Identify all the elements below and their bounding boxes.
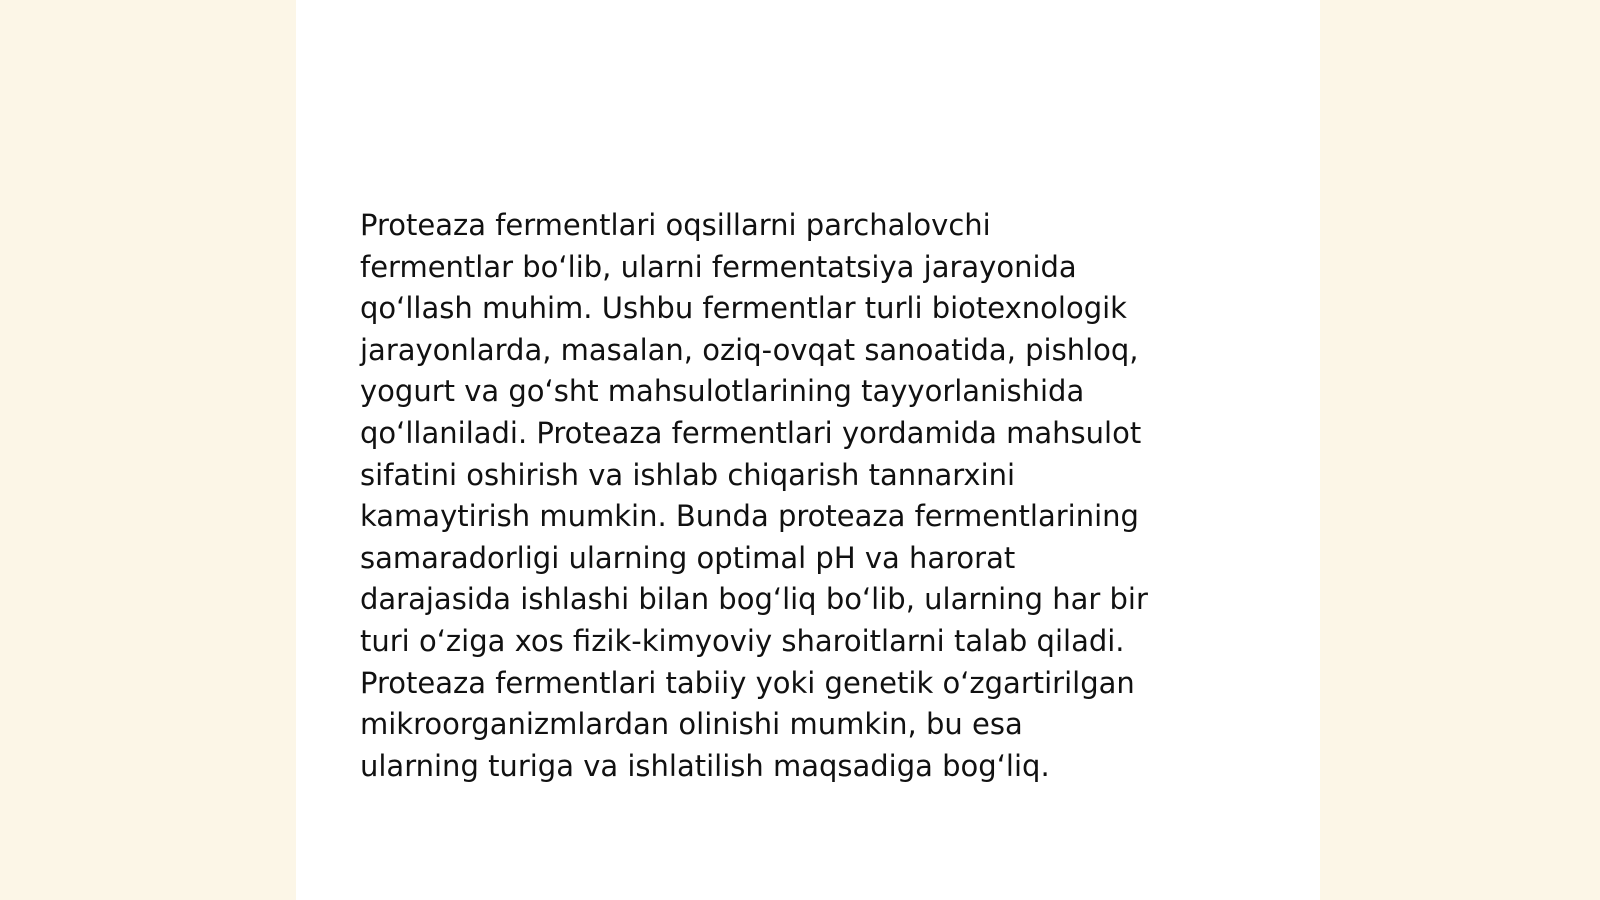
paragraph-line: ularning turiga va ishlatilish maqsadiga bog‘liq.	[360, 748, 1050, 783]
paragraph-line: darajasida ishlashi bilan bog‘liq bo‘lib, ularning har bir	[360, 582, 1148, 617]
paragraph-line: qo‘llaniladi. Proteaza fermentlari yordamida mahsulot	[360, 415, 1142, 450]
paragraph-line: Proteaza fermentlari oqsillarni parchalovchi	[360, 208, 991, 242]
paragraph-line: turi o‘ziga xos fizik-kimyoviy sharoitlarni talab qiladi.	[360, 623, 1125, 658]
paragraph-line: sifatini oshirish va ishlab chiqarish tannarxini	[360, 457, 1016, 492]
paragraph-line: mikroorganizmlardan olinishi mumkin, bu esa	[360, 707, 1023, 742]
paragraph-line: fermentlar bo‘lib, ularni fermentatsiya jarayonida	[360, 249, 1077, 284]
paragraph-line: Proteaza fermentlari tabiiy yoki genetik o‘zgartirilgan	[360, 665, 1135, 700]
paragraph-line: kamaytirish mumkin. Bunda proteaza fermentlarining	[360, 499, 1139, 534]
slide-paragraph	[360, 205, 1260, 787]
slide-page	[296, 0, 1320, 900]
paragraph-line: yogurt va go‘sht mahsulotlarining tayyorlanishida	[360, 374, 1085, 409]
paragraph-line: jarayonlarda, masalan, oziq-ovqat sanoatida, pishloq,	[360, 332, 1139, 367]
paragraph-line: qo‘llash muhim. Ushbu fermentlar turli biotexnologik	[360, 291, 1127, 326]
paragraph-line: samaradorligi ularning optimal pH va harorat	[360, 540, 1016, 575]
